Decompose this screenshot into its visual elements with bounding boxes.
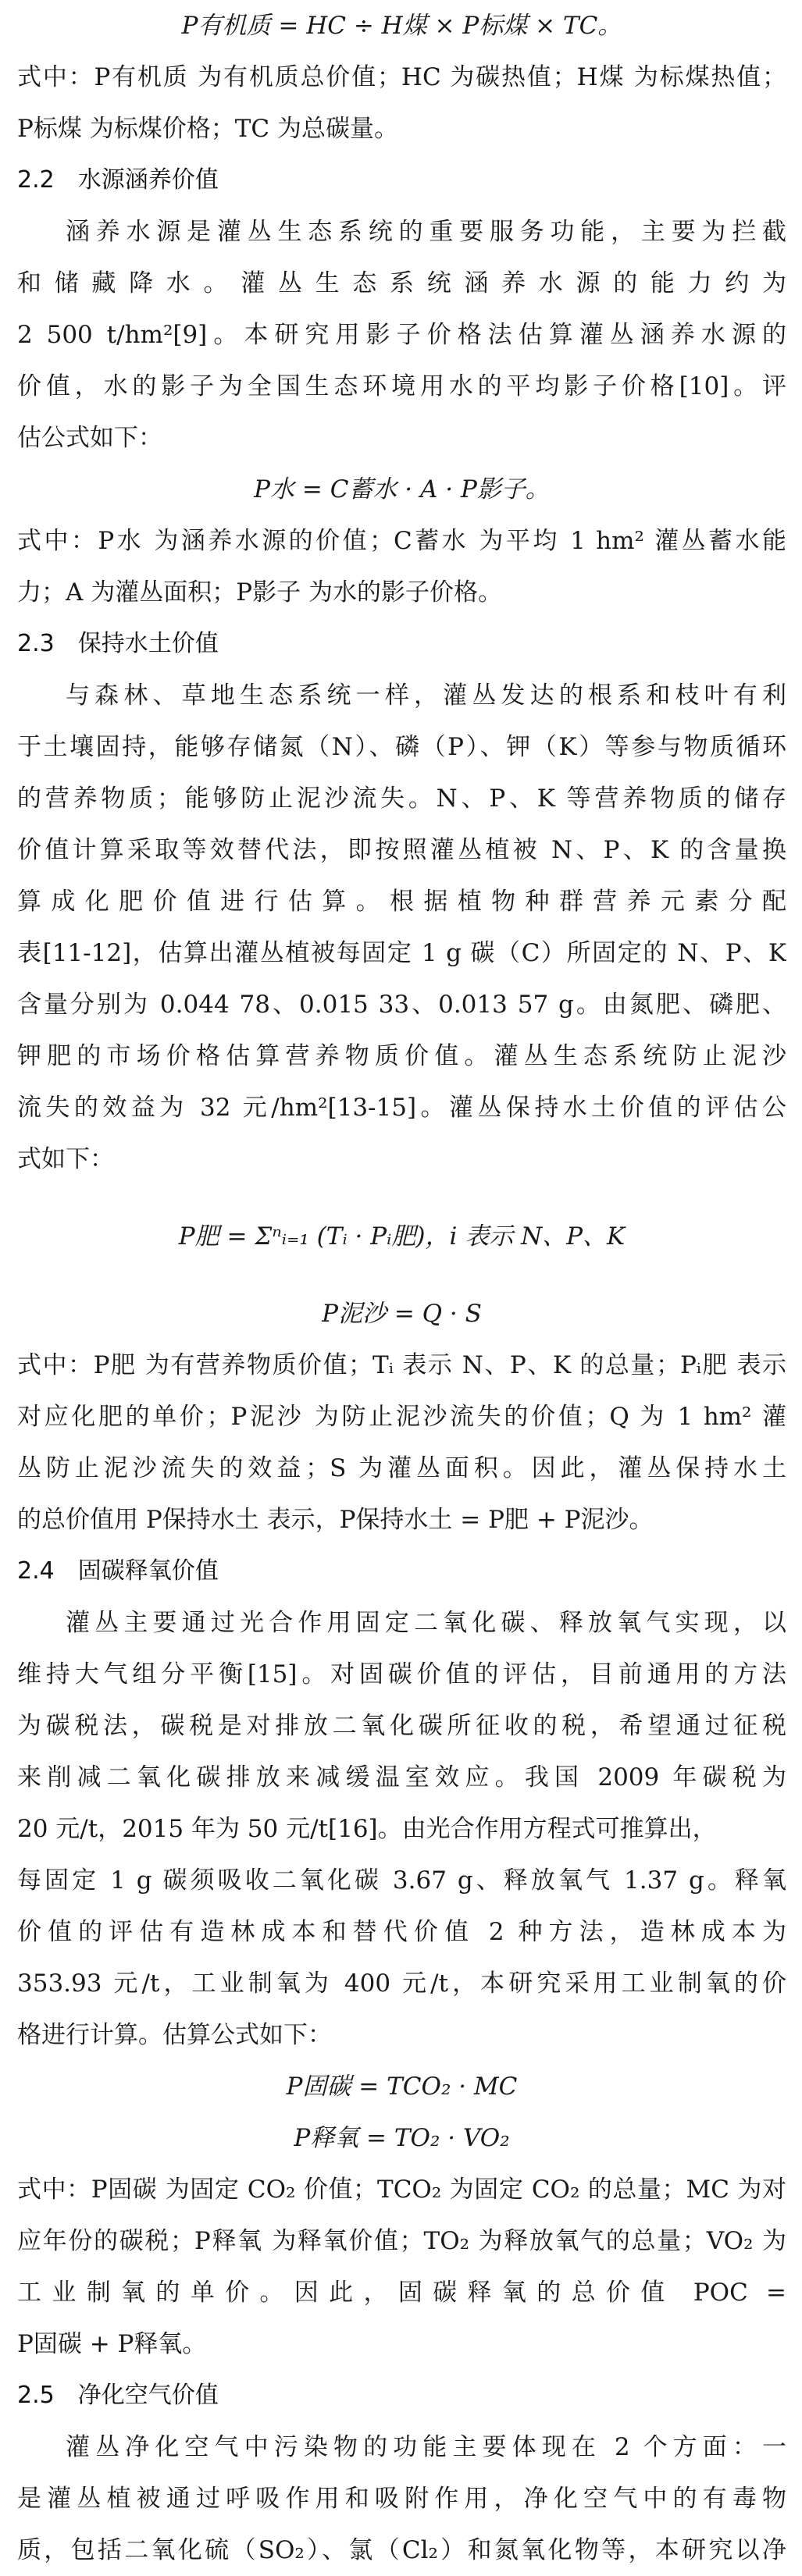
text-line: 质，包括二氧化硫（SO₂）、氯（Cl₂）和氮氧化物等，本研究以净 [17,2536,786,2564]
text-line: 式中：P有机质 为有机质总价值；HC 为碳热值；H煤 为标煤热值； [17,63,786,91]
text-line: 20 元/t，2015 年为 50 元/t[16]。由光合作用方程式可推算出， [17,1815,717,1843]
text-line: 算成化肥价值进行估算。根据植物种群营养元素分配 [17,888,786,916]
text-line: 的总价值用 P保持水土 表示，P保持水土 = P肥 + P泥沙。 [17,1506,654,1534]
formula-line: P肥 = Σⁿᵢ₌₁ (Tᵢ · Pᵢ肥)，i 表示 N、P、K [178,1222,626,1251]
text-line: 为碳税法，碳税是对排放二氧化碳所征收的税，希望通过征税 [17,1712,786,1740]
text-line: 钾肥的市场价格估算营养物质价值。灌丛生态系统防止泥沙 [17,1042,786,1070]
text-line: 于土壤固持，能够存储氮（N）、磷（P）、钾（K）等参与物质循环 [17,733,786,761]
text-line: 来削减二氧化碳排放来减缓温室效应。我国 2009 年碳税为 [17,1763,786,1791]
text-line: 维持大气组分平衡[15]。对固碳价值的评估，目前通用的方法 [17,1660,786,1688]
text-line: 353.93 元/t，工业制氧为 400 元/t，本研究采用工业制氧的价 [17,1969,786,1998]
text-line: P固碳 + P释氧。 [17,2330,207,2358]
text-line: 丛防止泥沙流失的效益；S 为灌丛面积。因此，灌丛保持水土 [17,1454,786,1482]
formula-line: P固碳 = TCO₂ · MC [286,2073,518,2101]
text-line: 表[11-12]，估算出灌丛植被每固定 1 g 碳（C）所固定的 N、P、K [17,939,786,967]
formula-line: P释氧 = TO₂ · VO₂ [294,2124,510,2152]
text-line: 涵养水源是灌丛生态系统的重要服务功能，主要为拦截 [66,218,786,246]
text-line: 每固定 1 g 碳须吸收二氧化碳 3.67 g、释放氧气 1.37 g。释氧 [17,1866,786,1895]
text-line: P标煤 为标煤价格；TC 为总碳量。 [17,115,398,143]
text-line: 价值计算采取等效替代法，即按照灌丛植被 N、P、K 的含量换 [17,836,786,864]
text-line: 估公式如下： [17,424,162,452]
section-heading: 2.3 保持水土价值 [17,630,219,657]
text-line: 灌丛主要通过光合作用固定二氧化碳、释放氧气实现，以 [66,1609,786,1637]
text-line: 的营养物质；能够防止泥沙流失。N、P、K 等营养物质的储存 [17,785,786,813]
text-line: 和储藏降水。灌丛生态系统涵养水源的能力约为 [17,269,786,297]
text-line: 与森林、草地生态系统一样，灌丛发达的根系和枝叶有利 [66,681,786,710]
section-heading: 2.5 净化空气价值 [17,2382,219,2409]
text-line: 格进行计算。估算公式如下： [17,2021,332,2049]
text-line: 含量分别为 0.044 78、0.015 33、0.013 57 g。由氮肥、磷肥、 [17,991,786,1019]
text-line: 价值的评估有造林成本和替代价值 2 种方法，造林成本为 [17,1918,786,1946]
formula-line: P泥沙 = Q · S [322,1300,482,1328]
text-line: 是灌丛植被通过呼吸作用和吸附作用，净化空气中的有毒物 [17,2485,786,2513]
text-line: 价值，水的影子为全国生态环境用水的平均影子价格[10]。评 [17,372,786,400]
text-line: 工业制氧的单价。因此，固碳释氧的总价值 POC = [17,2279,786,2307]
text-line: 应年份的碳税；P释氧 为释氧价值；TO₂ 为释放氧气的总量；VO₂ 为 [17,2227,786,2255]
section-heading: 2.4 固碳释氧价值 [17,1557,219,1585]
text-line: 流失的效益为 32 元/hm²[13-15]。灌丛保持水土价值的评估公 [17,1094,786,1122]
text-line: 式中：P水 为涵养水源的价值；C蓄水 为平均 1 hm² 灌丛蓄水能 [17,527,786,555]
formula-line: P有机质 = HC ÷ H煤 × P标煤 × TC。 [181,12,622,40]
text-line: 力；A 为灌丛面积；P影子 为水的影子价格。 [17,578,502,607]
text-line: 式如下： [17,1145,114,1173]
text-line: 式中：P肥 为有营养物质价值；Tᵢ 表示 N、P、K 的总量；Pᵢ肥 表示 [17,1351,786,1379]
text-line: 对应化肥的单价；P泥沙 为防止泥沙流失的价值；Q 为 1 hm² 灌 [17,1403,786,1431]
text-line: 式中：P固碳 为固定 CO₂ 价值；TCO₂ 为固定 CO₂ 的总量；MC 为对 [17,2176,786,2204]
formula-line: P水 = C蓄水 · A · P影子。 [254,475,550,503]
section-heading: 2.2 水源涵养价值 [17,166,219,194]
text-line: 2 500 t/hm²[9]。本研究用影子价格法估算灌丛涵养水源的 [17,321,786,349]
text-line: 灌丛净化空气中污染物的功能主要体现在 2 个方面：一 [66,2433,786,2461]
